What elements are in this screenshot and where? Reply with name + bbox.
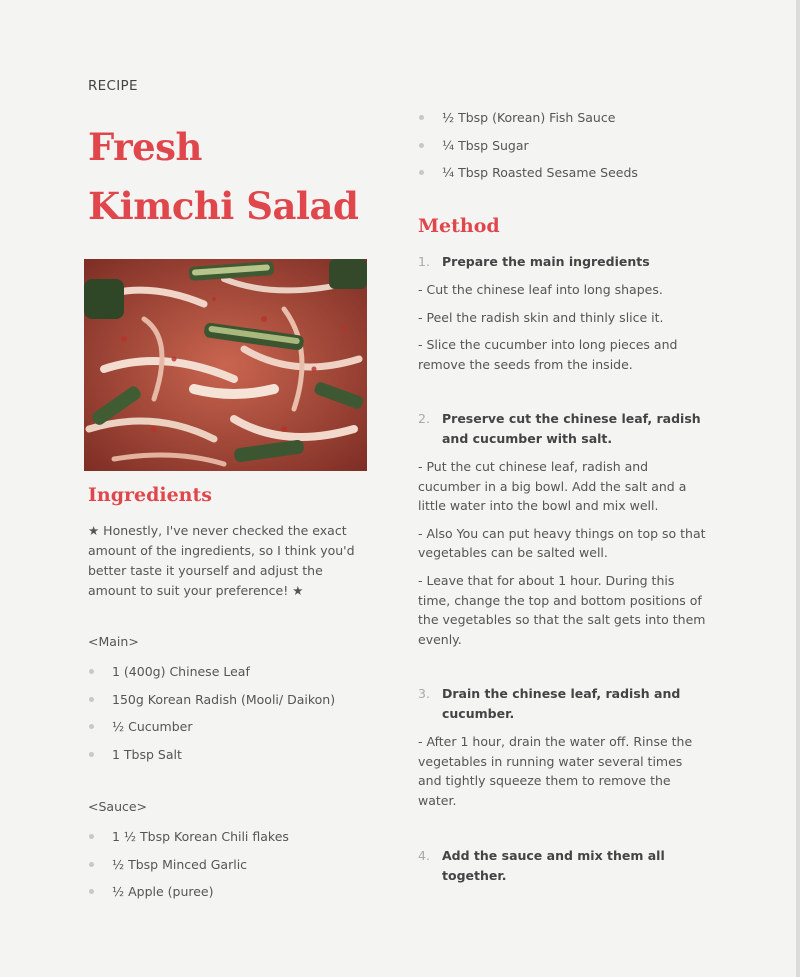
method-heading: Method <box>418 215 500 237</box>
step-number: 1. <box>418 254 430 269</box>
step-number: 4. <box>418 848 430 863</box>
recipe-title <box>88 118 378 236</box>
list-item: 150g Korean Radish (Mooli/ Daikon) <box>88 690 335 718</box>
kimchi-salad-photo <box>84 259 367 471</box>
step-line: - Slice the cucumber into long pieces and remove the seeds from the inside. <box>418 337 678 372</box>
step-line: - Cut the chinese leaf into long shapes. <box>418 282 663 297</box>
list-item: ¼ Tbsp Sugar <box>418 136 638 164</box>
step-title: Add the sauce and mix them all together. <box>442 848 665 883</box>
list-item: 1 Tbsp Salt <box>88 745 335 773</box>
step-line: - Put the cut chinese leaf, radish and cucumber in a big bowl. Add the salt and a little water into the bowl and mix well. <box>418 459 687 514</box>
step-heading <box>418 409 708 449</box>
step-line: - Leave that for about 1 hour. During this time, change the top and bottom positions of the vegetables so that the salt gets into them evenly. <box>418 572 706 647</box>
step-number: 3. <box>418 686 430 701</box>
list-item: ½ Tbsp (Korean) Fish Sauce <box>418 108 638 136</box>
ingredients-note: ★ Honestly, I've never checked the exact amount of the ingredients, so I think you'd better taste it yourself and adjust the amount to suit your preference! ★ <box>88 523 355 598</box>
main-group-label: <Main> <box>88 634 139 649</box>
list-item: 1 (400g) Chinese Leaf <box>88 662 335 690</box>
list-item: ½ Apple (puree) <box>88 882 289 910</box>
list-item: ½ Cucumber <box>88 717 335 745</box>
title-line-2: Kimchi Salad <box>88 184 359 228</box>
list-item: 1 ½ Tbsp Korean Chili flakes <box>88 827 289 855</box>
step-line: - Peel the radish skin and thinly slice it. <box>418 309 664 325</box>
sauce-ingredients-list-continued <box>418 108 638 191</box>
step-title: Prepare the main ingredients <box>442 254 650 269</box>
step-line: - Also You can put heavy things on top so that vegetables can be salted well. <box>418 525 706 561</box>
sauce-ingredients-list <box>88 827 289 910</box>
method-step-2 <box>418 409 708 649</box>
list-item: ½ Tbsp Minced Garlic <box>88 855 289 883</box>
method-step-4 <box>418 846 708 886</box>
step-heading <box>418 846 708 886</box>
method-step-3 <box>418 684 708 810</box>
main-ingredients-list <box>88 662 335 772</box>
step-line: - After 1 hour, drain the water off. Rinse the vegetables in running water several times and tightly squeeze them to remove the water. <box>418 734 693 808</box>
list-item: ¼ Tbsp Roasted Sesame Seeds <box>418 163 638 191</box>
recipe-kicker: RECIPE <box>88 78 138 94</box>
kimchi-salad-illustration <box>84 259 367 471</box>
step-heading <box>418 684 708 724</box>
sauce-group-label: <Sauce> <box>88 799 148 814</box>
step-title: Drain the chinese leaf, radish and cucumber. <box>442 686 681 721</box>
title-block <box>88 78 378 236</box>
step-number: 2. <box>418 411 430 426</box>
step-heading <box>418 252 708 272</box>
page-edge <box>796 0 800 977</box>
ingredients-heading: Ingredients <box>88 484 212 506</box>
title-line-1: Fresh <box>88 125 202 169</box>
step-title: Preserve cut the chinese leaf, radish and cucumber with salt. <box>442 411 701 446</box>
method-step-1 <box>418 252 708 374</box>
